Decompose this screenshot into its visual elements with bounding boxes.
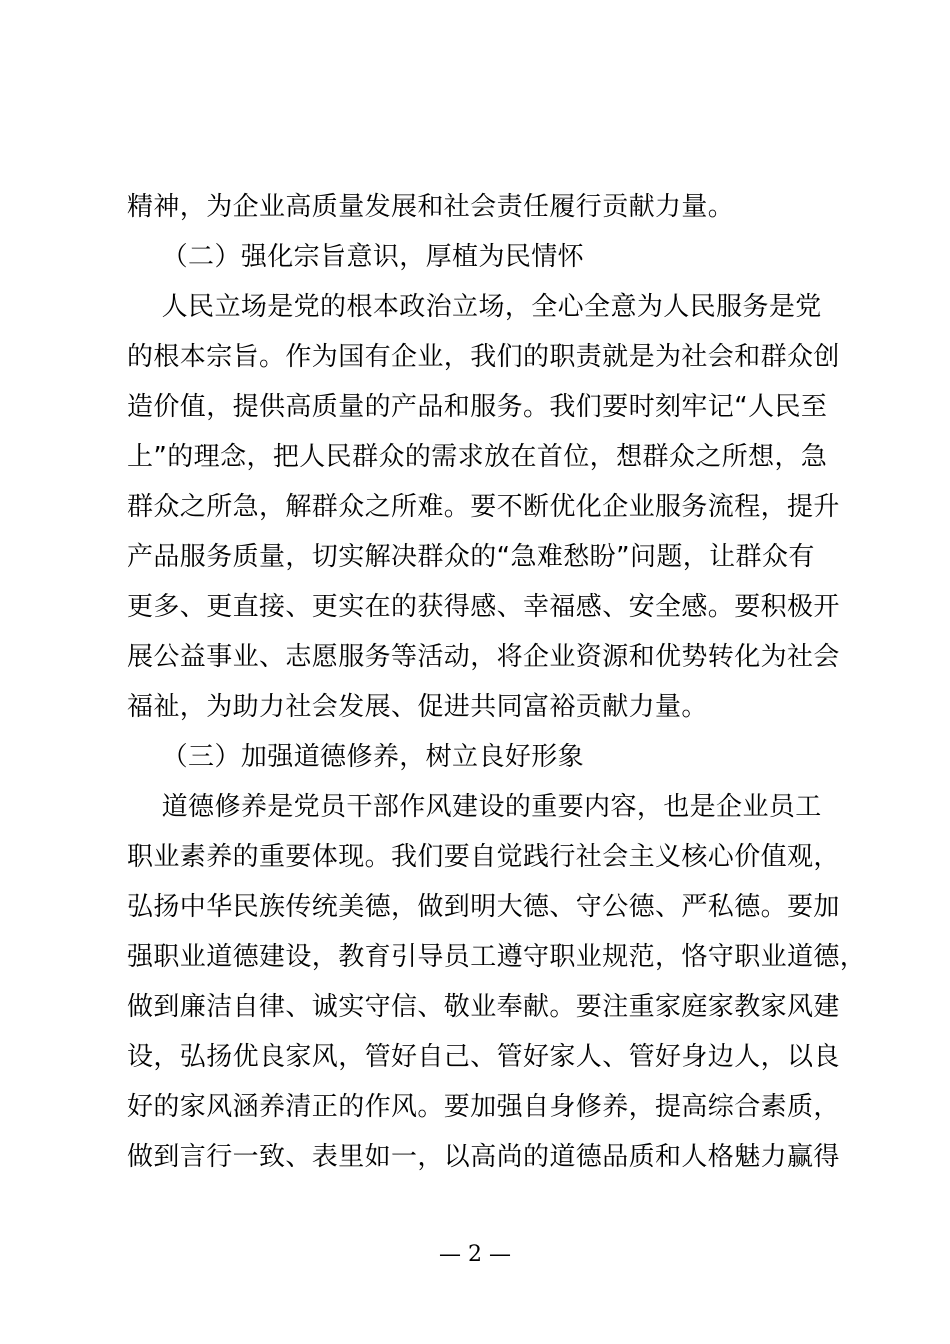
section-heading: （二）强化宗旨意识，厚植为民情怀 (127, 242, 585, 272)
text-line: 福祉，为助力社会发展、促进共同富裕贡献力量。 (127, 692, 708, 722)
text-line: 做到廉洁自律、诚实守信、敬业奉献。要注重家庭家教家风建 (127, 992, 840, 1022)
text-line: 群众之所急，解群众之所难。要不断优化企业服务流程，提升 (127, 492, 840, 522)
text-line: 强职业道德建设，教育引导员工遵守职业规范，恪守职业道德， (127, 942, 867, 972)
text-line: 做到言行一致、表里如一，以高尚的道德品质和人格魅力赢得 (127, 1142, 840, 1172)
section-heading: （三）加强道德修养，树立良好形象 (127, 742, 585, 772)
text-line: 精神，为企业高质量发展和社会责任履行贡献力量。 (127, 192, 735, 222)
text-line: 好的家风涵养清正的作风。要加强自身修养，提高综合素质， (127, 1092, 840, 1122)
text-line: 更多、更直接、更实在的获得感、幸福感、安全感。要积极开 (127, 592, 840, 622)
text-line: 道德修养是党员干部作风建设的重要内容，也是企业员工 (127, 792, 822, 822)
text-line: 展公益事业、志愿服务等活动，将企业资源和优势转化为社会 (127, 642, 840, 672)
text-line: 产品服务质量，切实解决群众的“急难愁盼”问题，让群众有 (127, 542, 815, 572)
text-line: 职业素养的重要体现。我们要自觉践行社会主义核心价值观， (127, 842, 840, 872)
text-line: 造价值，提供高质量的产品和服务。我们要时刻牢记“人民至 (127, 392, 828, 422)
text-line: 的根本宗旨。作为国有企业，我们的职责就是为社会和群众创 (127, 342, 840, 372)
page-number: — 2 — (439, 1242, 511, 1267)
text-line: 人民立场是党的根本政治立场，全心全意为人民服务是党 (127, 292, 822, 322)
text-line: 设，弘扬优良家风，管好自己、管好家人、管好身边人，以良 (127, 1042, 840, 1072)
text-line: 上”的理念，把人民群众的需求放在首位，想群众之所想，急 (127, 442, 828, 472)
text-line: 弘扬中华民族传统美德，做到明大德、守公德、严私德。要加 (127, 892, 840, 922)
